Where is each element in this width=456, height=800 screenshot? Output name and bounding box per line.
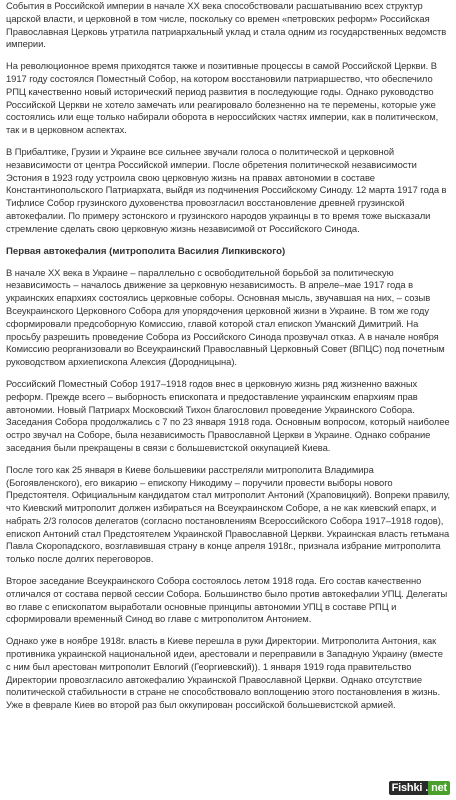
article-paragraph: Российский Поместный Собор 1917–1918 годов внес в церковную жизнь ряд жизненно важных реформ. Прежде всего – выборность епископата и предоставление украинским епархиям прав автономии. Новый Патриарх Московский Тихон благословил проведение Украинского Собора. Заседания Собора продолжались с 7 по 23 января 1918 года. Основным вопросом, который наиболее остро звучал на Соборе, была независимость Православной Церкви в Украине. Однако собрание заседания были прекращены в связи с большевистской оккупацией Киева. [6, 377, 450, 453]
article-paragraph: В Прибалтике, Грузии и Украине все сильнее звучали голоса о политической и церковной независимости от центра Российской империи. После обретения политической независимости Эстония в 1923 году устроила свою церковную жизнь на правах автономии в составе Константинопольского Патриархата, выйдя из подчинения Российскому Синоду. 12 марта 1917 года в Тифлисе Собор грузинского духовенства провозгласил восстановление древней грузинской автокефалии. По примеру эстонского и грузинского народов украинцы в то время тоже высказали стремление сделать свою церковную жизнь независимой от Российского Синода. [6, 145, 447, 234]
article-paragraph: В начале XX века в Украине – параллельно с освободительной борьбой за политическую независимость – началось движение за церковную независимость. В апреле–мае 1917 года в украинских епархиях состоялись церковные соборы. Основная мысль, звучавшая на них, – созыв Всеукраинского Церковного Собора для упорядочения церковной жизни в Украине. В том же году сформировали предсоборную Комиссию, главой которой стал епископ Уманский Димитрий. На просьбу разрешить проведение Собора из Российского Синода прозвучал отказ. А в начале ноября Комиссию реорганизовали во Всеукраинский Православный Церковный Совет (ВПЦС) под почетным руководством архиепископа Алексия (Дородницына). [6, 266, 445, 368]
watermark-name: Fishki [389, 781, 426, 795]
article-paragraph: После того как 25 января в Киеве большевики расстреляли митрополита Владимира (Богоявленского), его викарию – епископу Никодиму – поручили провести выборы нового Предстоятеля. Официальным кандидатом стал митрополит Антоний (Храповицкий). Вопреки правилу, что Киевский митрополит должен избираться на Всеукраинском Соборе, а не как киевский епарх, и набрать 2/3 голосов делегатов (согласно постановлениям Всероссийского Собора 1917–1918 годов), епископ Антоний стал Предстоятелем Украинской Православной Церкви. Украинская власть гетьмана Павла Скоропадского, возглавившая страну в конце апреля 1918г., признала избрание митрополита только после долгих переговоров. [6, 463, 450, 565]
article-body [6, 0, 450, 721]
article-paragraph: Однако уже в ноябре 1918г. власть в Киеве перешла в руки Директории. Митрополита Антония, как противника украинской национальной идеи, арестовали и переправили в Западную Украину (вместе с ним был арестован митрополит Евлогий (Георгиевский)). 1 января 1919 года правительство Директории провозгласило автокефалию Украинской Православной Церкви. Однако отсутствие политической стабильности в стране не способствовало воплощению этого постановления в жизнь. Уже в феврале Киев во второй раз был оккупирован российской большевистской армией. [6, 635, 443, 711]
article-paragraph: Второе заседание Всеукраинского Собора состоялось летом 1918 года. Его состав качественно отличался от состава первой сессии Собора. Большинство было против автокефалии УПЦ. Делегаты во главе с епископатом выработали основные принципы автономии УПЦ в составе РПЦ и сформировали временный Синод во главе с митрополитом Антонием. [6, 575, 448, 625]
site-watermark [389, 780, 450, 796]
article-paragraph: На революционное время приходятся также и позитивные процессы в самой Российской Церкви. В 1917 году состоялся Поместный Собор, на котором восстановили патриаршество, что обеспечило РПЦ качественно новый исторический период развития в последующие годы. Однако руководство Российской Церкви не хотело замечать или реагировало болезненно на те перемены, которые уже состоялись или еще только набирали оборота в нероссийских частях империи, как в политическом, так и в церковном аспектах. [6, 60, 439, 136]
section-heading: Первая автокефалия (митрополита Василия Липкивского) [6, 245, 286, 257]
watermark-tld: net [428, 781, 450, 795]
article-paragraph: События в Российской империи в начале XX века способствовали расшатыванию всех структур царской власти, и церковной в том числе, поскольку со времен «петровских реформ» Российская Православная Церковь утратила патриархальный уклад и стала одним из государственных ведомств империи. [6, 0, 447, 50]
watermark-dot: . [425, 782, 429, 794]
